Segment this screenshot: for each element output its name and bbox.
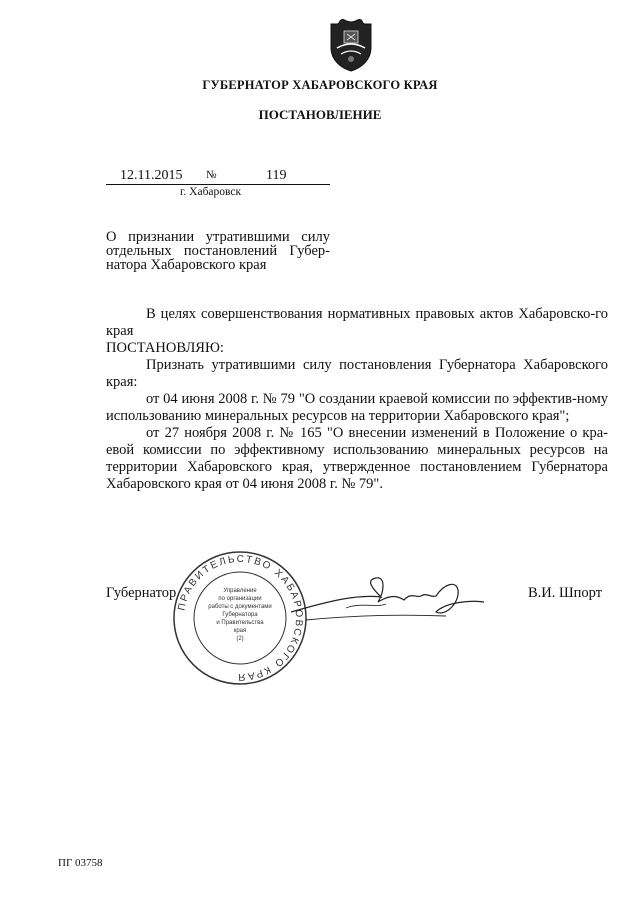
date-number-line	[106, 168, 330, 185]
svg-text:и Правительства: и Правительства	[216, 620, 264, 626]
svg-text:(2): (2)	[236, 636, 244, 642]
svg-text:по организации: по организации	[218, 596, 262, 602]
svg-text:работы с документами: работы с документами	[208, 604, 272, 610]
svg-text:Губернатора: Губернатора	[222, 612, 258, 618]
city: г. Хабаровск	[180, 186, 242, 198]
signatory-name: В.И. Шпорт	[528, 585, 603, 601]
signatory-position: Губернатор	[106, 585, 177, 601]
subject-line: отдельных постановлений Губер-	[106, 243, 330, 259]
svg-text:Управление: Управление	[223, 588, 257, 594]
svg-text:края: края	[233, 628, 247, 634]
number-sign: №	[206, 169, 217, 181]
coat-of-arms-icon	[327, 18, 375, 72]
document-body	[106, 306, 608, 493]
svg-text:ПРАВИТЕЛЬСТВО ХАБАРОВСКОГО КРА: ПРАВИТЕЛЬСТВО ХАБАРОВСКОГО КРАЯ	[176, 553, 305, 683]
body-paragraph: В целях совершенствования нормативных правовых актов Хабаровско-го края	[106, 306, 608, 339]
resolution-heading: ПОСТАНОВЛЯЮ:	[106, 340, 224, 356]
subject-line: натора Хабаровского края	[106, 257, 267, 273]
subject-line: О признании утратившими силу	[106, 229, 330, 245]
body-paragraph: от 27 ноября 2008 г. № 165 "О внесении изменений в Положение о кра-евой комиссии по эффективному использованию минеральных ресурсов на территории Хабаровского края, утвержденное постановлением Губернатора Хабаровского края от 04 июня 2008 г. № 79".	[106, 425, 608, 492]
document-type: ПОСТАНОВЛЕНИЕ	[258, 107, 382, 122]
document-date: 12.11.2015	[120, 168, 183, 183]
organization-title: ГУБЕРНАТОР ХАБАРОВСКОГО КРАЯ	[202, 78, 438, 92]
body-paragraph: Признать утратившими силу постановления Губернатора Хабаровского края:	[106, 357, 608, 390]
document-subject	[106, 230, 330, 272]
body-paragraph: от 04 июня 2008 г. № 79 "О создании краевой комиссии по эффектив-ному использованию минеральных ресурсов на территории Хабаровского края";	[106, 391, 608, 424]
handwritten-signature	[286, 572, 486, 632]
document-code: ПГ 03758	[58, 857, 103, 869]
document-number: 119	[266, 168, 287, 183]
